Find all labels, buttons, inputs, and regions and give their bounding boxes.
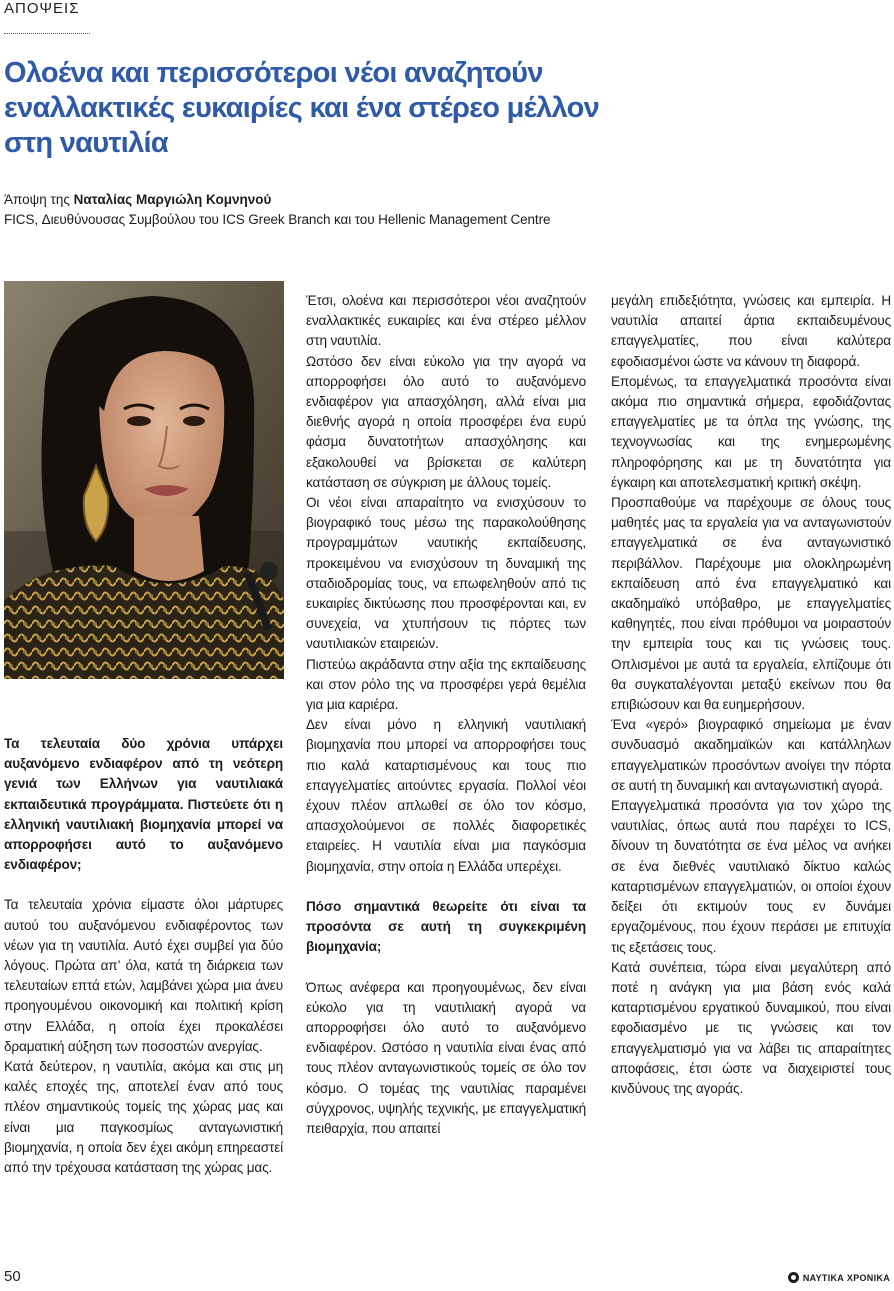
paragraph: Ένα «γερό» βιογραφικό σημείωμα με έναν συνδυασμό ακαδημαϊκών και κατάλληλων επαγγελματικών προσόντων ανοίγει την πόρτα σε αυτή τη δυναμική και ανταγωνιστική αγορά.	[611, 717, 891, 793]
paragraph: Ωστόσο δεν είναι εύκολο για την αγορά να απορροφήσει όλο αυτό το αυξανόμενο ενδιαφέρον για απασχόληση, αλλά είναι μια διεθνής αγορά η οποία προσφέρει ένα ευρύ φάσμα δυνατοτήτων απασχόλησης και εξακολουθεί να βρίσκεται σε καλύτερη κατάσταση σε σύγκριση με άλλους τομείς.	[306, 353, 586, 490]
paragraph: Οι νέοι είναι απαραίτητο να ενισχύσουν το βιογραφικό τους μέσω της παρακολούθησης προγραμμάτων ναυτικής εκπαίδευσης, προκειμένου να ενισχύσουν τη δυναμική της σταδιοδρομίας τους, να επωφεληθούν από τις ευκαιρίες δικτύωσης που προσφέρονται και, εν συνεχεία, να χτυπήσουν τις πόρτες των ναυτιλιακών εταιρειών.	[306, 495, 586, 652]
question-one: Τα τελευταία δύο χρόνια υπάρχει αυξανόμενο ενδιαφέρον από τη νεότερη γενιά των Ελλήνων για ναυτιλιακά εκπαιδευτικά προγράμματα. Πιστεύετε ότι η ελληνική ναυτιλιακή βιομηχανία μπορεί να απορροφήσει αυτό το αυξανόμενο ενδιαφέρον;	[4, 736, 283, 873]
paragraph: Δεν είναι μόνο η ελληνική ναυτιλιακή βιομηχανία που μπορεί να απορροφήσει τους πιο καλά καταρτισμένους και τους πιο επαγγελματίες αιτούντες εργασία. Πολλοί νέοι έχουν πλέον απλωθεί σε όλο τον κόσμο, απασχολούμενοι σε πολλές διαφορετικές εταιρείες. Η ναυτιλία είναι μια παγκόσμια βιομηχανία, στην οποία η Ελλάδα υπερέχει.	[306, 717, 586, 874]
section-rule	[4, 33, 90, 34]
paragraph: Κατά δεύτερον, η ναυτιλία, ακόμα και στις μη καλές εποχές της, αποτελεί έναν από τους πλέον σημαντικούς τομείς της χώρας μας και είναι μια παγκοσμίως ανταγωνιστική βιομηχανία, η οποία δεν έχει ακόμη επηρεαστεί από την τρέχουσα κατάσταση της χώρας μας.	[4, 1059, 283, 1176]
section-label: ΑΠΟΨΕΙΣ	[4, 0, 80, 17]
page-number: 50	[4, 1268, 21, 1285]
paragraph: Τα τελευταία χρόνια είμαστε όλοι μάρτυρες αυτού του αυξανόμενου ενδιαφέροντος των νέων για τη ναυτιλία. Αυτό έχει συμβεί για δύο λόγους. Πρώτα απ’ όλα, κατά τη διάρκεια των τελευταίων επτά ετών, λαμβάνει χώρα μια άνευ προηγουμένου οικονομική και πολιτική κρίση στην Ελλάδα, η οποία έχει προκαλέσει δραματική αύξηση των ποσοστών ανεργίας.	[4, 897, 283, 1054]
byline	[4, 190, 271, 210]
paragraph: Όπως ανέφερα και προηγουμένως, δεν είναι εύκολο για τη ναυτιλιακή αγορά να απορροφήσει όλο αυτό το αυξανόμενο ενδιαφέρον. Ωστόσο η ναυτιλία είναι ένας από τους πλέον ανταγωνιστικούς τομείς σε όλο τον κόσμο. Ο τομέας της ναυτιλίας παραμένει σύγχρονος, υψηλής τεχνικής, με επαγγελματική πειθαρχία, που απαιτεί	[306, 979, 586, 1136]
paragraph: μεγάλη επιδεξιότητα, γνώσεις και εμπειρία. Η ναυτιλία απαιτεί άρτια εκπαιδευμένους επαγγελματίες, που είναι καλύτερα εφοδιασμένοι ώστε να κάνουν τη διαφορά.	[611, 293, 891, 369]
paragraph: Επαγγελματικά προσόντα για τον χώρο της ναυτιλίας, όπως αυτά που παρέχει το ICS, δίνουν τη δυνατότητα σε ένα μέλος να ανήκει σε ένα διεθνές ναυτιλιακό δίκτυο καλώς καταρτισμένων επαγγελματιών, οι οποίοι έχουν δείξει ότι εκτιμούν τους εν δυνάμει εργαζομένους, που έχουν περάσει με επιτυχία τις εξετάσεις τους.	[611, 798, 891, 955]
author-photo	[4, 281, 284, 679]
paragraph: Έτσι, ολοένα και περισσότεροι νέοι αναζητούν εναλλακτικές ευκαιρίες και ένα στέρεο μέλλον στη ναυτιλία.	[306, 293, 586, 349]
byline-prefix: Άποψη της	[4, 192, 74, 207]
author-name: Ναταλίας Μαργιώλη Κομνηνού	[73, 192, 272, 207]
paragraph: Κατά συνέπεια, τώρα είναι μεγαλύτερη από ποτέ η ανάγκη για μια βάση ενός καλά καταρτισμένου εργατικού δυναμικού, που είναι εφοδιασμένο με τις γνώσεις και τον επαγγελματισμό για να λάβει τις απαραίτητες αποφάσεις, έτσι ώστε να διαχειριστεί τους κινδύνους της αγοράς.	[611, 959, 891, 1096]
article-title: Ολοένα και περισσότεροι νέοι αναζητούν εναλλακτικές ευκαιρίες και ένα στέρεο μέλλον στη ναυτιλία	[4, 57, 600, 159]
author-portrait-image	[4, 281, 284, 679]
brand-logo-icon	[788, 1272, 799, 1283]
brand-name: ΝΑΥΤΙΚΑ ΧΡΟΝΙΚΑ	[802, 1272, 890, 1283]
publication-brand	[788, 1272, 890, 1283]
paragraph: Επομένως, τα επαγγελματικά προσόντα είναι ακόμα πιο σημαντικά σήμερα, εφοδιάζοντας επαγγελματίες με τα όπλα της γνώσης, της τεχνογνωσίας και της ενημερωμένης πληροφόρησης και με τη δυνατότητα για έγκαιρη και αποτελεσματική κριτική σκέψη.	[611, 373, 891, 490]
column-right	[611, 291, 891, 1099]
paragraph: Προσπαθούμε να παρέχουμε σε όλους τους μαθητές μας τα εργαλεία για να ανταγωνιστούν επαγγελματικά σε ένα ανταγωνιστικό περιβάλλον. Παρέχουμε μια ολοκληρωμένη εκπαίδευση από ένα επαγγελματικό και ακαδημαϊκό υπόβαθρο, με επαγγελματίες καθηγητές, που είναι πρόθυμοι να μοιραστούν την εμπειρία τους και τις γνώσεις τους. Οπλισμένοι με αυτά τα εργαλεία, ελπίζουμε ότι θα συγκαταλέγονται μεταξύ εκείνων που θα επιβιώσουν και θα ευημερήσουν.	[611, 495, 891, 713]
author-credentials: FICS, Διευθύνουσας Συμβούλου του ICS Greek Branch και του Hellenic Management Centre	[4, 212, 551, 227]
paragraph: Πιστεύω ακράδαντα στην αξία της εκπαίδευσης και στον ρόλο της να προσφέρει γερά θεμέλια για μια καριέρα.	[306, 656, 586, 713]
column-left	[4, 734, 283, 1178]
column-middle	[306, 291, 586, 1139]
question-two: Πόσο σημαντικά θεωρείτε ότι είναι τα προσόντα σε αυτή τη συγκεκριμένη βιομηχανία;	[306, 898, 586, 955]
